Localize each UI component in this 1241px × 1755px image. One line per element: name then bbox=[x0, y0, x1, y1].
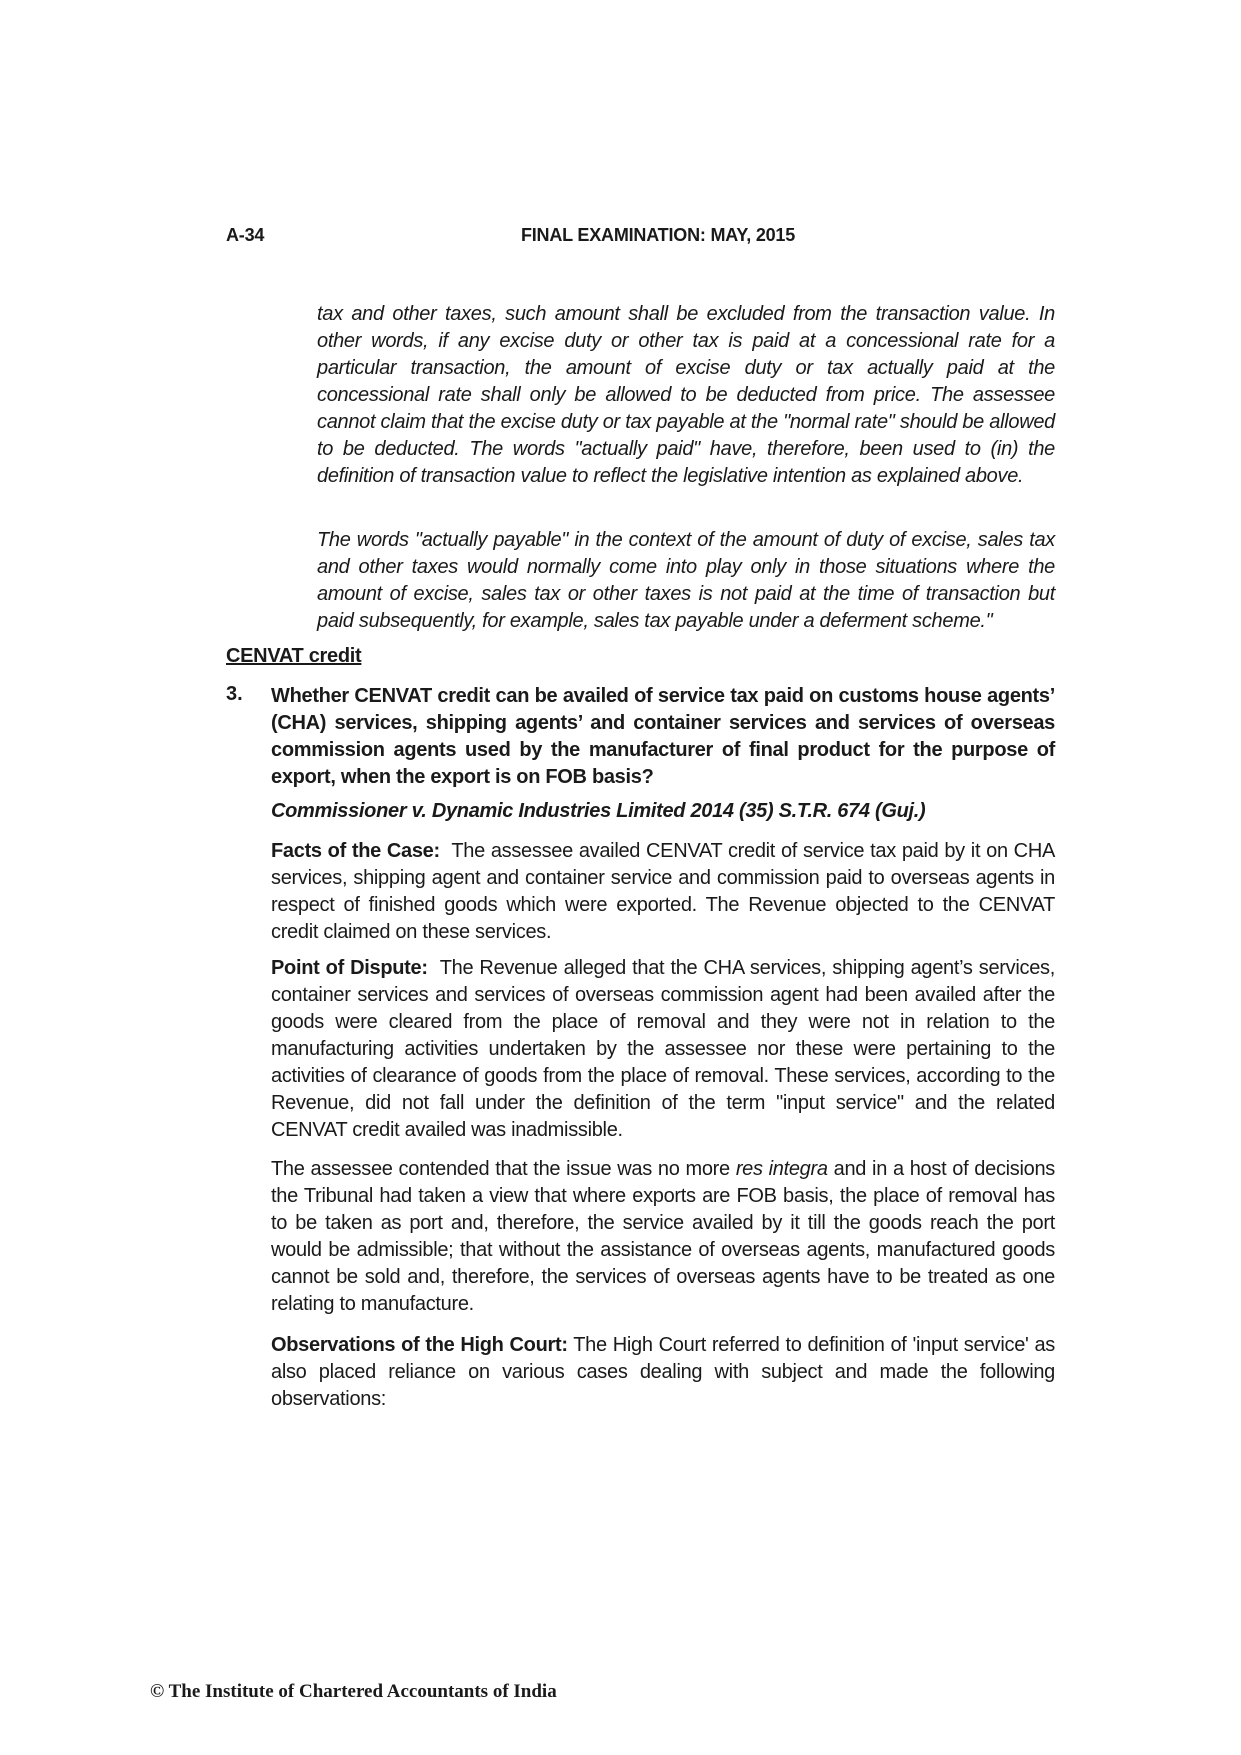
dispute-text: The Revenue alleged that the CHA services, shipping agent’s services, container services and services of overseas commission agent had been availed after the goods were cleared from the place of removal and they were not in relation to the manufacturing activities undertaken by the assessee nor these were pertaining to the activities of clearance of goods from the place of removal. These services, according to the Revenue, did not fall under the definition of the term "input service" and the related CENVAT credit availed was inadmissible. bbox=[271, 957, 1055, 1141]
page-header bbox=[226, 225, 1056, 251]
contention-paragraph bbox=[271, 1156, 1055, 1318]
section-heading: CENVAT credit bbox=[226, 645, 362, 667]
question-text bbox=[271, 683, 1055, 791]
observations-label: Observations of the High Court: bbox=[271, 1334, 568, 1356]
quoted-paragraph-2 bbox=[317, 527, 1055, 635]
question-body: Whether CENVAT credit can be availed of service tax paid on customs house agents’ (CHA) services, shipping agents’ and container services and services of overseas commission agents used by the manufacturer of final product for the purpose of export, when the export is on FOB basis? bbox=[271, 685, 1055, 788]
quoted-paragraph-1 bbox=[317, 301, 1055, 490]
facts-text: The assessee availed CENVAT credit of service tax paid by it on CHA services, shipping agent and container service and commission paid to overseas agents in respect of finished goods which were exported. The Revenue objected to the CENVAT credit claimed on these services. bbox=[271, 840, 1056, 943]
quoted-text-2: The words "actually payable" in the context of the amount of duty of excise, sales tax and other taxes would normally come into play only in those situations where the amount of excise, sales tax or other taxes is not paid at the time of transaction but paid subsequently, for example, sales tax payable under a deferment scheme." bbox=[317, 529, 1055, 632]
quoted-text-1: tax and other taxes, such amount shall be excluded from the transaction value. In other words, if any excise duty or other tax is paid at a concessional rate for a particular transaction, the amount of excise duty or tax actually paid at the concessional rate shall only be allowed to be deducted from price. The assessee cannot claim that the excise duty or tax payable at the "normal rate" should be allowed to be deducted. The words "actually paid" have, therefore, been used to (in) the definition of transaction value to reflect the legislative intention as explained above. bbox=[317, 303, 1055, 487]
facts-label: Facts of the Case: bbox=[271, 840, 440, 862]
question-number: 3. bbox=[226, 683, 243, 705]
observations-paragraph bbox=[271, 1332, 1055, 1413]
exam-title: FINAL EXAMINATION: MAY, 2015 bbox=[520, 225, 796, 245]
contention-text-after: and in a host of decisions the Tribunal had taken a view that where exports are FOB basis, the place of removal has to be taken as port and, therefore, the service availed by it till the goods reach the port would be admissible; that without the assistance of overseas agents, manufactured goods cannot be sold and, therefore, the services of overseas agents have to be treated as one relating to manufacture. bbox=[271, 1158, 1055, 1315]
copyright-footer: © The Institute of Chartered Accountants of India bbox=[150, 1681, 557, 1702]
facts-paragraph bbox=[271, 838, 1055, 946]
contention-text-before: The assessee contended that the issue was no more bbox=[271, 1158, 736, 1180]
page-number: A-34 bbox=[226, 225, 265, 245]
contention-italic-term: res integra bbox=[735, 1158, 828, 1180]
observations-text: The High Court referred to definition of 'input service' as also placed reliance on various cases dealing with subject and made the following observations: bbox=[271, 1334, 1055, 1410]
dispute-label: Point of Dispute: bbox=[271, 957, 428, 979]
dispute-paragraph bbox=[271, 955, 1055, 1144]
case-citation: Commissioner v. Dynamic Industries Limited 2014 (35) S.T.R. 674 (Guj.) bbox=[271, 800, 926, 822]
